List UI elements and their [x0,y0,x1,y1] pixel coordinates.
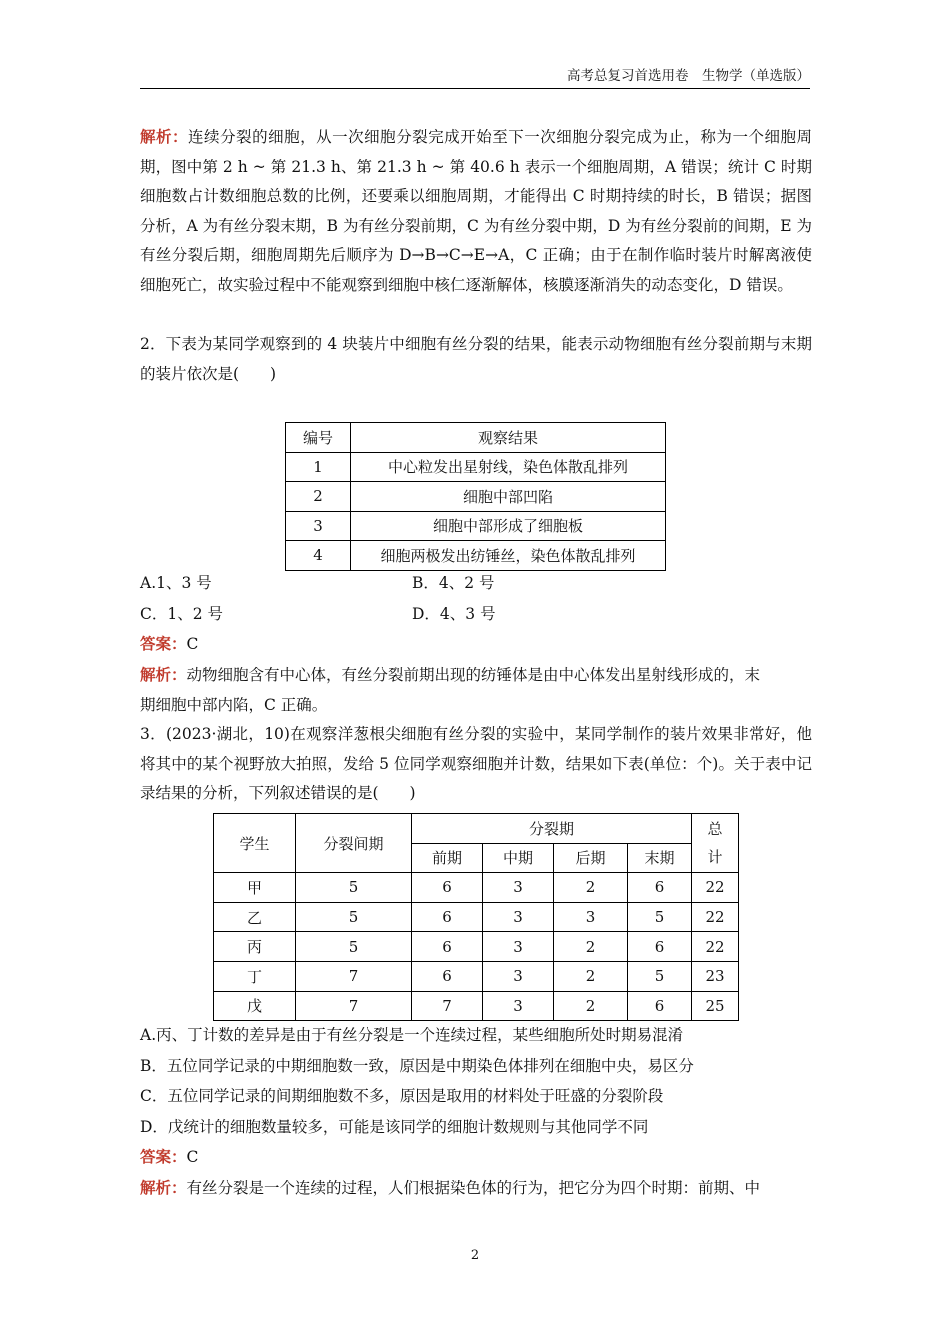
table-cell: 2 [286,482,351,512]
q1-analysis-text: 连续分裂的细胞，从一次细胞分裂完成开始至下一次细胞分裂完成为止，称为一个细胞周期，图中第 2 h ~ 第 21.3 h、第 21.3 h ~ 第 40.6 h 表示一个细胞周期，A 错误；统计 C 时期细胞数占计数细胞总数的比例，还要乘以细胞周期，才能得出 C 时期持续的时长，B 错误；据图分析，A 为有丝分裂末期，B 为有丝分裂前期，C 为有丝分裂中期，D 为有丝分裂前的间期，E 为有丝分裂后期，细胞周期先后顺序为 D→B→C→E→A，C 正确；由于在制作临时装片时解离液使细胞死亡，故实验过程中不能观察到细胞中核仁逐渐解体，核膜逐渐消失的动态变化，D 错误。 [140,128,812,294]
analysis-label: 解析： [140,664,187,684]
q2-table [285,422,666,571]
table-cell: 3 [483,932,554,962]
header-cell-telophase: 末期 [628,843,692,873]
table-cell: 6 [628,991,692,1021]
table-cell: 22 [692,932,739,962]
analysis-label: 解析： [140,127,189,146]
table-row [214,902,739,932]
table-cell: 6 [628,932,692,962]
table-cell: 4 [286,541,351,571]
table-cell: 3 [483,873,554,903]
option-d: D．4、3 号 [412,604,496,623]
option-b: B．4、2 号 [412,574,495,592]
page-number: 2 [470,1248,480,1263]
table-row [214,991,739,1021]
table-cell: 细胞中部凹陷 [351,482,666,512]
analysis-label: 解析： [140,1177,187,1197]
header-cell-prophase: 前期 [412,843,483,873]
q3-options [140,1020,812,1203]
answer-value: C [186,635,199,653]
table-cell: 3 [483,961,554,991]
table-cell: 丙 [214,932,296,962]
option-c: C．五位同学记录的间期细胞数不多，原因是取用的材料处于旺盛的分裂阶段 [140,1087,664,1105]
option-d: D．戊统计的细胞数量较多，可能是该同学的细胞计数规则与其他同学不同 [140,1117,649,1136]
option-row [140,599,812,630]
header-total-1: 总 [707,820,723,839]
table-cell: 6 [412,961,483,991]
table-row [214,961,739,991]
answer-label: 答案： [140,634,187,653]
q2-analysis-line-2: 期细胞中部内陷，C 正确。 [140,696,328,714]
table-cell: 细胞中部形成了细胞板 [351,511,666,541]
table-cell: 细胞两极发出纺锤丝，染色体散乱排列 [351,541,666,571]
table-cell: 7 [296,991,412,1021]
header-rule [140,88,810,89]
q2-answer [140,629,812,660]
table-cell: 7 [296,961,412,991]
table-cell: 6 [412,932,483,962]
table-cell: 23 [692,961,739,991]
table-cell: 5 [296,873,412,903]
option-b: B．五位同学记录的中期细胞数一致，原因是中期染色体排列在细胞中央，易区分 [140,1056,694,1075]
header-cell-interphase: 分裂间期 [296,814,412,873]
table-header-row [214,814,739,844]
table-cell: 3 [483,902,554,932]
table-cell: 戊 [214,991,296,1021]
q3-answer [140,1142,812,1173]
running-header: 高考总复习首选用卷 生物学（单选版） [567,68,810,84]
header-cell-total [692,814,739,873]
table-cell: 3 [286,511,351,541]
analysis-text: 有丝分裂是一个连续的过程，人们根据染色体的行为，把它分为四个时期：前期、中 [186,1178,761,1197]
option-c: C．1、2 号 [140,604,224,623]
table-cell: 7 [412,991,483,1021]
table-cell: 6 [412,873,483,903]
q2-analysis-line-1 [140,660,812,691]
header-cell-student: 学生 [214,814,296,873]
table-row [214,873,739,903]
table-cell: 6 [628,873,692,903]
table-header-row [286,423,666,453]
table-cell: 2 [554,991,628,1021]
table-row [286,511,666,541]
table-cell: 5 [628,961,692,991]
q3-stem: 3．(2023·湖北，10)在观察洋葱根尖细胞有丝分裂的实验中，某同学制作的装片效果非常好，他将其中的某个视野放大拍照，发给 5 位同学观察细胞并计数，结果如下表(单位：个)。关于表中记录结果的分析，下列叙述错误的是( ) [140,725,812,803]
header-cell-metaphase: 中期 [483,843,554,873]
table-cell: 22 [692,873,739,903]
header-cell-anaphase: 后期 [554,843,628,873]
option-a: A.丙、丁计数的差异是由于有丝分裂是一个连续过程，某些细胞所处时期易混淆 [140,1026,684,1044]
q3-analysis [140,1173,812,1204]
table-row [286,482,666,512]
table-cell: 2 [554,873,628,903]
q2-stem: 2．下表为某同学观察到的 4 块装片中细胞有丝分裂的结果，能表示动物细胞有丝分裂前期与末期的装片依次是( ) [140,335,812,383]
table-cell: 3 [483,991,554,1021]
header-cell-mitosis: 分裂期 [412,814,692,844]
header-cell-number: 编号 [286,423,351,453]
table-row [286,541,666,571]
table-row [214,932,739,962]
table-cell: 丁 [214,961,296,991]
q3-table [213,813,739,1021]
table-cell: 3 [554,902,628,932]
table-cell: 22 [692,902,739,932]
table-cell: 甲 [214,873,296,903]
table-cell: 5 [296,932,412,962]
q1-analysis [140,122,812,301]
header-cell-result: 观察结果 [351,423,666,453]
table-cell: 乙 [214,902,296,932]
table-cell: 2 [554,932,628,962]
table-cell: 1 [286,452,351,482]
answer-label: 答案： [140,1147,187,1166]
table-cell: 25 [692,991,739,1021]
header-total-2: 计 [707,848,723,867]
table-cell: 中心粒发出星射线，染色体散乱排列 [351,452,666,482]
q2-options [140,568,812,721]
table-cell: 2 [554,961,628,991]
analysis-text: 动物细胞含有中心体，有丝分裂前期出现的纺锤体是由中心体发出星射线形成的，末 [186,665,761,684]
table-cell: 5 [296,902,412,932]
option-row [140,568,812,599]
table-row [286,452,666,482]
table-cell: 6 [412,902,483,932]
table-cell: 5 [628,902,692,932]
answer-value: C [186,1148,199,1166]
option-a: A.1、3 号 [140,574,212,592]
